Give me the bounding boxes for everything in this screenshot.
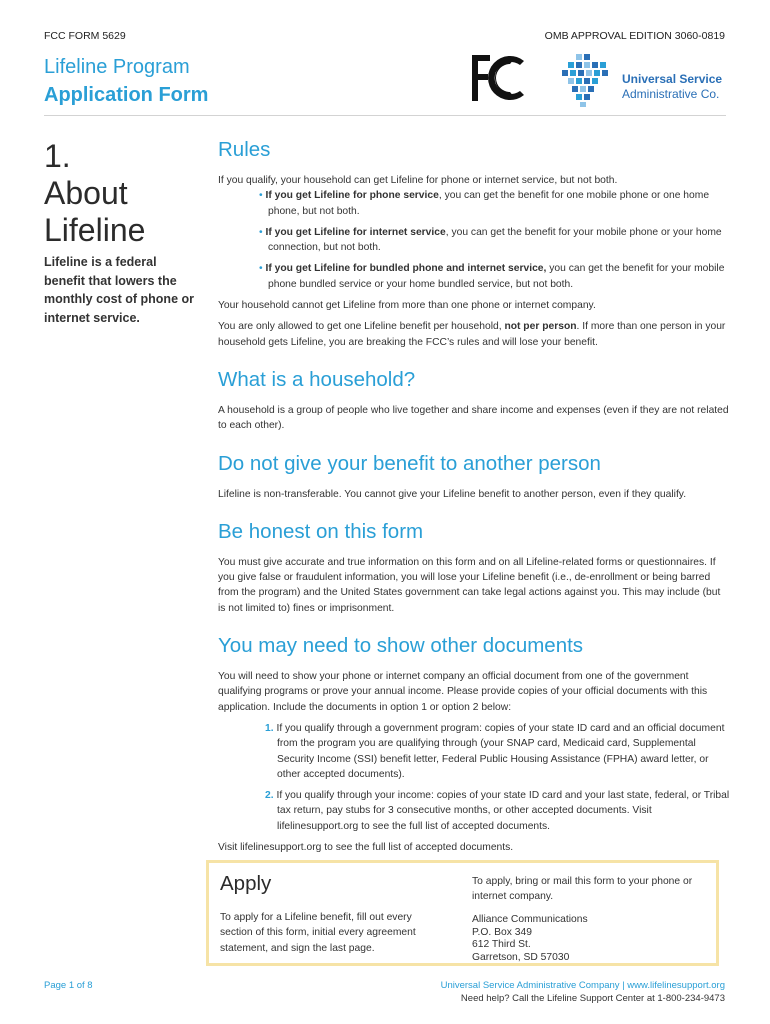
rules-p2-bold: not per person (504, 321, 577, 333)
address-line: 612 Third St. (472, 939, 531, 950)
address-line: Garretson, SD 57030 (472, 951, 570, 963)
section-title-line1: About (44, 175, 128, 211)
section-number: 1. (44, 138, 71, 174)
list-item: • If you get Lifeline for internet service, you can get the benefit for your mobile phone or your home connection, but not both. (259, 226, 722, 254)
list-item: • If you get Lifeline for bundled phone and internet service, you can get the benefit for your mobile phone bundled service or your home bundled service, but not both. (259, 263, 725, 290)
fcc-logo (468, 52, 530, 104)
household-text: A household is a group of people who live together and share income and expenses (even if they are not related to each other). (218, 404, 729, 432)
section-title-line2: Lifeline (44, 212, 146, 248)
usac-name-line2: Administrative Co. (622, 87, 720, 101)
household-heading: What is a household? (218, 367, 416, 391)
usac-logo-mark (562, 52, 616, 108)
address-line: Alliance Communications (472, 914, 588, 925)
apply-instructions (472, 874, 712, 964)
bullet-bold: If you get Lifeline for bundled phone and internet service, (265, 263, 547, 275)
rules-intro: If you qualify, your household can get Lifeline for phone or internet service, but not both. (218, 175, 618, 186)
fcc-logo-icon (468, 52, 530, 104)
omb-approval: OMB APPROVAL EDITION 3060-0819 (544, 30, 725, 42)
list-item: • If you get Lifeline for phone service, you can get the benefit for one mobile phone or one home phone, but not both. (259, 190, 710, 217)
form-title-line1: Lifeline Program (44, 56, 190, 78)
bullet-bold: If you get Lifeline for internet service (265, 226, 446, 238)
honest-text: You must give accurate and true information on this form and on all Lifeline-related forms or questionnaires. If you give false or fraudulent information, you will lose your Lifeline benefit (i.e., de-enrollment or being barred from the program) and the United States government can take legal actions against you. This may include (but is not limited to) fines or imprisonment. (218, 556, 721, 614)
form-number: FCC FORM 5629 (44, 30, 126, 42)
documents-options (218, 721, 730, 834)
usac-mosaic-icon (562, 52, 616, 108)
option-text: If you qualify through your income: copies of your state ID card and your last state, federal, or Tribal tax return, pay stubs for 3 consecutive months, or other accepted documents. Visit lifelinesupport.org to see the full list of accepted documents. (273, 790, 730, 832)
bullet-text: , you can get the benefit for your mobile phone or your home connection, but not both. (268, 226, 722, 254)
rules-bullets (218, 188, 730, 292)
list-item (218, 788, 730, 834)
apply-right-intro: To apply, bring or mail this form to your phone or internet company. (472, 876, 693, 902)
main-content (218, 138, 730, 861)
bullet-bold: If you get Lifeline for phone service (265, 190, 439, 202)
rules-heading: Rules (218, 138, 271, 161)
company-address (472, 914, 712, 964)
page-number: Page 1 of 8 (44, 980, 93, 991)
transfer-heading: Do not give your benefit to another person (218, 451, 601, 475)
rules-paragraph-2 (218, 319, 730, 350)
option-number: 1. (265, 722, 274, 734)
footer-company: Universal Service Administrative Company | www.lifelinesupport.org (440, 980, 725, 991)
transfer-text: Lifeline is non-transferable. You cannot give your Lifeline benefit to another person, even if they qualify. (218, 488, 687, 500)
apply-text: To apply for a Lifeline benefit, fill out every section of this form, initial every agreement statement, and sign the last page. (220, 912, 416, 954)
bullet-text: you can get the benefit for your mobile phone bundled service or your home bundled service, but not both. (268, 263, 725, 290)
apply-heading: Apply (220, 872, 272, 895)
address-line: P.O. Box 349 (472, 926, 532, 938)
documents-intro: You will need to show your phone or internet company an official document from one of the government qualifying programs or prove your annual income. Please provide copies of your official documents with this application. Include the documents in option 1 or option 2 below: (218, 671, 708, 713)
documents-heading: You may need to show other documents (218, 634, 584, 658)
form-title-line2: Application Form (44, 84, 209, 106)
documents-visit: Visit lifelinesupport.org to see the full list of accepted documents. (218, 842, 514, 854)
honest-heading: Be honest on this form (218, 519, 424, 543)
header-divider (44, 115, 726, 116)
bullet-text: , you can get the benefit for one mobile phone or one home phone, but not both. (268, 190, 710, 217)
rules-p2-a: You are only allowed to get one Lifeline benefit per household, (218, 321, 505, 333)
section-heading (44, 138, 145, 249)
usac-name-line1: Universal Service (622, 72, 723, 86)
option-number: 2. (265, 790, 274, 802)
list-item (218, 721, 730, 782)
footer-help: Need help? Call the Lifeline Support Center at 1-800-234-9473 (460, 993, 725, 1004)
rules-paragraph-1: Your household cannot get Lifeline from more than one phone or internet company. (218, 300, 596, 312)
rules-p2-b: . If more than one person in your household gets Lifeline, you are breaking the FCC’s rules and will lose your benefit. (218, 321, 726, 348)
option-text: If you qualify through a government program: copies of your state ID card and an official document from the program you are qualifying through (your SNAP card, Medicaid card, Supplemental Security Income (SSI) benefit letter, Federal Public Housing Assistance (FPHA) award letter, or other accepted documents). (273, 722, 725, 780)
section-summary: Lifeline is a federal benefit that lowers the monthly cost of phone or internet service. (44, 255, 194, 325)
